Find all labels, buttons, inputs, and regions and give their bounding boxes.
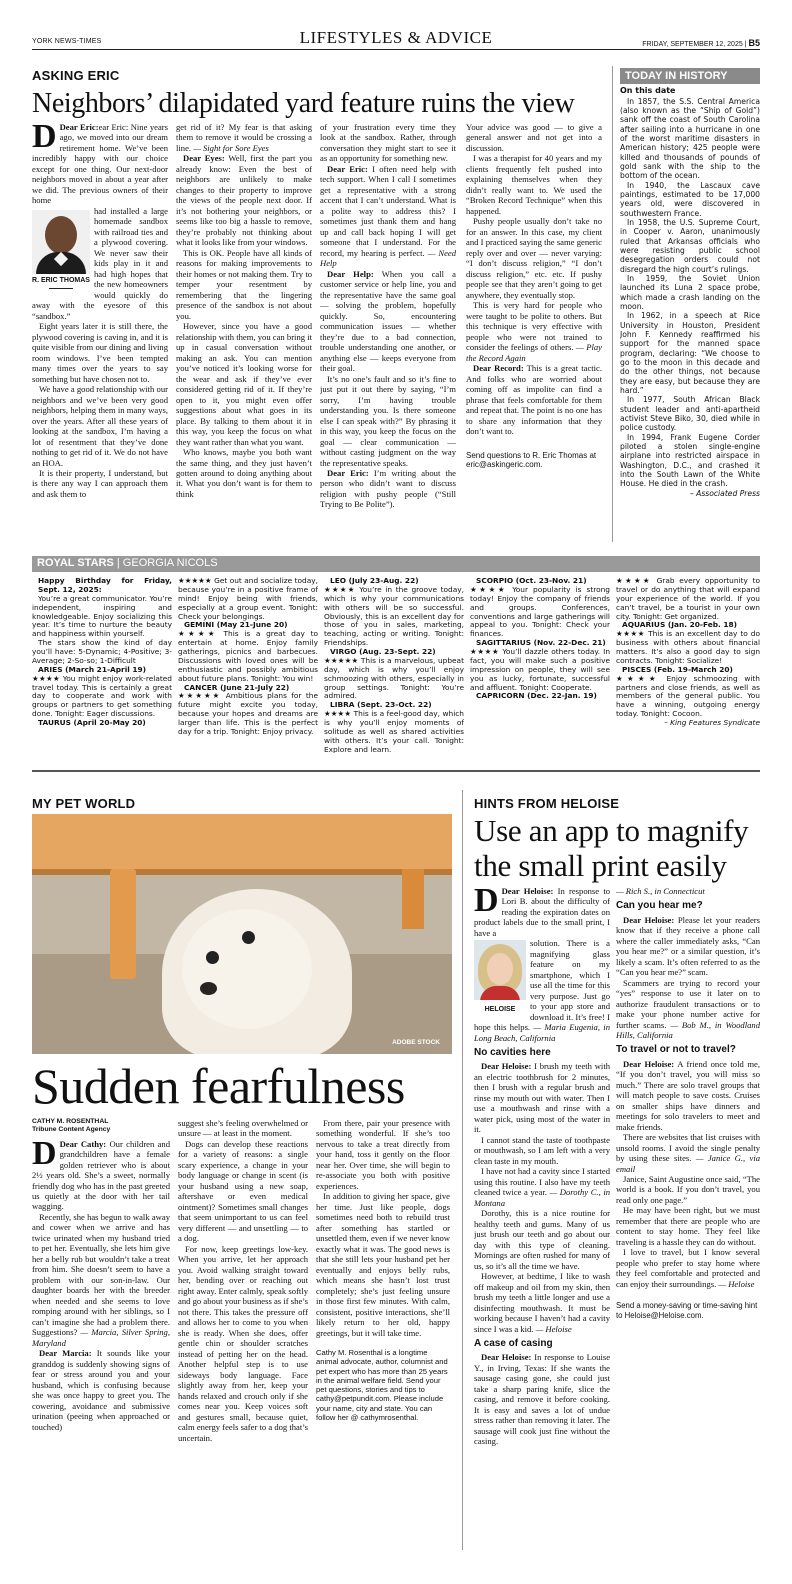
heloise-col2 <box>616 886 760 1550</box>
sign-text: ★★★★★ This is a marvelous, upbeat day, which is why you’ll enjoy schmoozing with others, especially in group settings. Tonight: You’re admired. <box>324 655 464 701</box>
heloise-p8: Please let your readers know that if they receive a phone call where the caller immediately asks, “Can you hear me?” or a similar question, it’s likely a scam. It’s often referred to as the “Can you hear me?” scam. <box>616 914 760 978</box>
history-item: In 1994, Frank Eugene Corder piloted a stolen single-engine airplane into restricted airspace in Washington, D.C., and crashed it into the South Lawn of the White House. He died in the crash. <box>620 432 760 489</box>
sign-name: PISCES (Feb. 19-March 20) <box>622 664 733 674</box>
heloise-p14: I love to travel, but I know several people who prefer to stay home where they feel comfortable and protected and can enjoy their surroundings. <box>616 1247 760 1289</box>
pet-p3: It sounds like your granddog is suddenly showing signs of fear or stress around you and your husband, which is confusing because she was once happy to greet you. The cowering, avoidance and submissive urination (peeing when approached or touched) <box>32 1348 170 1432</box>
eric-col4-p5: This is a great tactic. And folks who are worried about coming off as impolite can find a phrase that feels comfortable for them and repeat that. The point is no one has to share any information that they don’t want to. <box>466 363 602 437</box>
heloise-p7-cont <box>616 886 760 896</box>
eric-photo-block <box>32 210 90 289</box>
heloise-p10: A friend once told me, “If you don’t travel, you will miss so much.” There are solo travel groups that will match people to save costs. Cruises on smaller ships have dinners and meetings for solo travelers to meet and make friends. <box>616 1058 760 1132</box>
stars-intro-text: You’re a great communicator. You’re independent, inspiring and knowledgeable. Enjoy socializing this year. It’s time to nurture the beauty and happiness within yourself. <box>32 593 172 639</box>
history-subhead: On this date <box>620 86 676 95</box>
history-item: In 1977, South African Black student leader and anti-apartheid activist Steve Biko, 30, died while in police custody. <box>620 395 760 433</box>
eric-col3-p1: of your frustration every time they look at the sandbox. Rather, through conversation they might start to see it as an opportunity for something new. <box>320 122 456 164</box>
eric-col2-p2: Well, first the part you already know: Even the best of neighbors are unlikely to make changes to their property to improve the views of the people next door. If it’s not bothering your neighbors, or seems like too big a hassle to remove, they’re probably not thinking about what it looks like from your windows. <box>176 153 312 248</box>
history-body <box>620 86 760 542</box>
eric-lead6: Dear Record: <box>473 363 524 374</box>
eric-col2 <box>176 122 312 562</box>
pet-bio: Cathy M. Rosenthal is a longtime animal advocate, author, columnist and pet expert who has more than 25 years in the animal welfare field. Send your pet questions, stories and tips to cathy@petpundit.com. Please include your name, city and state. You can follow her @ cathymrosenthal. <box>316 1348 448 1422</box>
history-item: In 1857, the S.S. Central America (also known as the “Ship of Gold”) sank off the coast of South Carolina after sailing into a hurricane in one of the worst maritime disasters in American history; 425 people were killed and thousands of pounds of gold sank with the ship to the bottom of the ocean. <box>620 96 760 181</box>
eric-col3-p3: When you call a customer service or help line, you and the representative have the same goal — solving the problem, hopefully quickly. So, encountering communication issues — whether they’re due to a bad connection, trouble understanding one another, or anything else — keeps everyone from their goal. <box>320 268 456 374</box>
sign-text: ★★★★ Grab every opportunity to travel or do anything that will expand your experience of the world. If you can’t travel, be a tourist in your own city. Tonight: Get organized. <box>616 577 760 621</box>
eric-col2-p4: However, since you have a good relationship with them, you can bring it up in casual conversation without making an ask. You can mention you’ve noticed it’s looking worse for the wear and ask if they’ve ever considered getting rid of it. If they’re open to it, you might even offer suggestions about what goes in its place. By talking to them about it in this way, you keep the focus on what they want rather than what you want. <box>176 321 312 447</box>
stars-intro-text2: The stars show the kind of day you’ll have: 5-Dynamic; 4-Positive; 3-Average; 2-So-so; 1-Difficult <box>32 638 172 665</box>
pet-byline: CATHY M. ROSENTHAL <box>32 1118 109 1125</box>
heloise-kicker: HINTS FROM HELOISE <box>474 796 620 811</box>
heloise-sig5: — Bob M., in Woodland Hills, California <box>616 1019 760 1040</box>
history-credit: – Associated Press <box>689 488 760 498</box>
eric-footer: Send questions to R. Eric Thomas at eric@askingeric.com. <box>466 450 597 470</box>
heloise-footer: Send a money-saving or time-saving hint to Heloise@Heloise.com. <box>616 1301 758 1320</box>
stars-bottom-rule <box>32 770 760 772</box>
eric-col1-intro-b: had installed a large homemade sandbox with railroad ties and a plywood covering. We never saw their kids play in it and had high hopes that the new homeowners would quickly do away with the eyesore of this “sandbox.” <box>32 205 168 321</box>
stars-sep: | <box>116 557 123 569</box>
sign-name: ARIES (March 21-April 19) <box>38 664 146 674</box>
header-date: FRIDAY, SEPTEMBER 12, 2025 <box>642 41 743 48</box>
sign-text: ★★★★ Enjoy schmoozing with partners and close friends, as well as members of the general public. You have a winning, outgoing energy today. Tonight: Cocoon. <box>616 673 760 719</box>
eric-col1-intro-a: ear Eric: Nine years ago, we moved into our dream retirement home. We’ve been incredibly happy with our choice except for one thing. Our next-door neighbors moved in about a year after we did. The previous owners of their home <box>32 122 168 206</box>
heloise-sub4: To travel or not to travel? <box>616 1044 736 1056</box>
pet-p7: From there, pair your presence with something wonderful. If she’s too nervous to take a treat directly from your hand, toss it gently on the floor near her. Over time, she will begin to re-associate you both with positive experiences. <box>316 1118 450 1191</box>
heloise-sig3: — Heloise <box>535 1323 572 1334</box>
heloise-p11: There are websites that list cruises with unsold rooms. I avoid the single penalty by using these sites. <box>616 1132 760 1164</box>
stars-intro-title: Happy Birthday for Friday, Sept. 12, 2025: <box>38 577 172 594</box>
sign-text: ★★★★ This is a feel-good day, which is why you’ll enjoy moments of solitude as well as shared activities with others. It’s your call. Tonight: Explore and learn. <box>324 709 464 753</box>
eric-photo <box>32 210 90 274</box>
pet-agency: Tribune Content Agency <box>32 1126 111 1134</box>
stars-header-bar <box>32 556 760 572</box>
sign-name: LIBRA (Sept. 23-Oct. 22) <box>330 700 432 710</box>
eric-col4-p2: I was a therapist for 40 years and my clients frequently felt pushed into explaining themselves when they didn’t really want to. We used the “Broken Record Technique” when this happened. <box>466 153 602 216</box>
stars-col3 <box>324 577 464 753</box>
pet-kicker: MY PET WORLD <box>32 796 136 811</box>
sign-name: CANCER (June 21-July 22) <box>184 682 290 692</box>
history-item: In 1962, in a speech at Rice University in Houston, President John F. Kennedy reaffirmed his support for the manned space program, declaring: “We choose to go to the moon in this decade and do the other things, not because they are easy, but because they are hard.” <box>620 311 760 395</box>
eric-col3 <box>320 122 456 562</box>
history-item: In 1959, the Soviet Union launched its Luna 2 space probe, which made a crash landing on the moon. <box>620 274 760 312</box>
sign-name: GEMINI (May 21-June 20) <box>184 620 288 630</box>
column-divider-bottom <box>462 790 463 1550</box>
heloise-p1b: solution. There is a magnifying glass feature on my smartphone, which I use all the time for this very purpose. Just go to your app store and download it. It’s free! I hope this helps. <box>474 938 610 1033</box>
eric-headline: Neighbors’ dilapidated yard feature ruins the view <box>32 88 575 119</box>
eric-lead1: Dear Eric: <box>59 122 99 132</box>
sign-name: VIRGO (Aug. 23-Sept. 22) <box>330 647 436 656</box>
heloise-p4: I have not had a cavity since I started using this routine. I also have my teeth cleaned twice a year. <box>474 1166 610 1198</box>
sign-text: ★★★★ You’re in the groove today, which is why your communications with others will be so successful. Obviously, this is an excellent day for those of you in sales, marketing, teaching, acting or writing. Tonight: Friendships. <box>324 584 464 648</box>
eric-sig2: — Need Help <box>320 247 456 269</box>
eric-dropcap: D <box>32 122 57 155</box>
sign-text: ★★★★ You’ll dazzle others today. In fact, you will make such a positive impression on people, they will see you as lucky, fortunate, successful and affluent. Tonight: Cooperate. <box>470 647 610 692</box>
heloise-lead2: Dear Heloise: <box>481 1061 532 1072</box>
eric-col3-p5: I’m writing about the person who didn’t want to discuss religion with pushy people (“Still Trying to Be Polite”). <box>320 467 456 510</box>
sign-text: ★★★★ Your popularity is strong today! Enjoy the company of friends and groups. Conferences, conventions and large gatherings will appeal to you. Tonight: Check your finances. <box>470 584 610 639</box>
heloise-sig1: — Maria Eugenia, in Long Beach, California <box>474 1022 610 1043</box>
pet-photo-credit: ADOBE STOCK <box>392 1039 440 1046</box>
heloise-sub2: A case of casing <box>474 1338 553 1350</box>
eric-col4-p1: Your advice was good — to give a general answer and not get into a discussion. <box>466 122 602 153</box>
heloise-photo-block <box>474 940 526 1015</box>
pet-p5: Dogs can develop these reactions for a variety of reasons: a single scary experience, a change in your body language or change in scent (is your husband using a new soap, aftershave or even medical ointment)? Sometimes small changes that seem unimportant to us can feel very different — and unsettling — to a dog. <box>178 1138 308 1244</box>
sign-text: ★★★★ This is a great day to entertain at home. Enjoy family gatherings, picnics and barbecues. Discussions with loved ones will be enthusiastic and possibly ambitious about future plans. Tonight: You win! <box>178 629 318 683</box>
stars-label: ROYAL STARS <box>37 557 114 569</box>
eric-lead4: Dear Help: <box>327 268 374 279</box>
sign-text: ★★★★★ Ambitious plans for the future might excite you today, because your hopes and dreams are larger than life. This is the perfect day for a trip. Tonight: Enjoy privacy. <box>178 691 318 736</box>
stars-author: GEORGIA NICOLS <box>122 557 218 569</box>
heloise-headline: Use an app to magnify the small print easily <box>474 813 749 883</box>
stars-col4 <box>470 577 610 753</box>
pet-p8: In addition to giving her space, give her time. Just like people, dogs sometimes need both to rebuild trust after something has startled or unsettled them, even if we never know exactly what it was. The good news is that she still lets your husband pet her eventually and enjoys belly rubs, which means she hasn’t lost trust completely; she’s just feeling unsure in those first few minutes. With calm, consistent, positive interactions, she’ll likely return to her old, happy greetings, but it will take time. <box>316 1191 450 1338</box>
pet-col3 <box>316 1118 450 1548</box>
masthead-left: YORK NEWS-TIMES <box>32 38 102 45</box>
stars-col1 <box>32 577 172 753</box>
pet-photo <box>32 814 452 1054</box>
stars-col2 <box>178 577 318 753</box>
history-divider <box>612 66 613 542</box>
heloise-col1 <box>474 886 610 1550</box>
eric-lead5: Dear Eric: <box>327 467 369 478</box>
sign-name: SCORPIO (Oct. 23-Nov. 21) <box>476 577 587 585</box>
section-title: LIFESTYLES & ADVICE <box>299 28 493 47</box>
heloise-p2: I brush my teeth with an electric toothbrush for 2 minutes, then I brush with a regular brush and rinse my mouth out with water. Then I use a mouthwash and rinse with a water pick, using most of the water in it. <box>474 1061 610 1135</box>
heloise-sub1: No cavities here <box>474 1047 551 1059</box>
heloise-lead1: Dear Heloise: <box>501 886 554 896</box>
pet-p1: Our children and grandchildren have a female golden retriever who is about 2½ years old. She’s a sweet, normally friendly dog who has in the past greeted us quietly at the door with her tail wagging. <box>32 1138 170 1212</box>
eric-lead3: Dear Eric: <box>327 163 368 174</box>
eric-sig4: — Play the Record Again <box>466 342 602 363</box>
masthead-date <box>642 38 760 48</box>
sign-text: ★★★★★ Get out and socialize today, because you’re in a positive frame of mind! Enjoy being with friends, especially at a group event. Tonight: Check your belongings. <box>178 577 318 621</box>
eric-col3-p2: I often need help with tech support. When I call I sometimes get a representative with a strong accent that I can’t understand. What is a polite way to address this? I sometimes just thank them and hang up and call back hoping I will get someone that I understand. For the record, my hearing is perfect. <box>320 163 456 258</box>
sign-name: SAGITTARIUS (Nov. 22-Dec. 21) <box>476 638 606 648</box>
sign-text: ★★★★ You might enjoy work-related travel today. This is certainly a great day to cooperate and work with groups or partners to get something done. Tonight: Eager discussions. <box>32 673 172 719</box>
heloise-p1a: In response to Lori B. about the difficulty of reading the expiration dates on product labels due to the small print, I have a <box>474 886 610 938</box>
header-divider: | <box>744 41 747 48</box>
page-number: B5 <box>748 38 760 48</box>
heloise-p3: I cannot stand the taste of toothpaste or mouthwash, so I am left with a very clean taste in my mouth. <box>474 1134 610 1166</box>
heloise-sig7: — Heloise <box>718 1278 755 1289</box>
eric-photo-caption: R. ERIC THOMAS <box>32 276 90 284</box>
pet-lead1: Dear Cathy: <box>59 1138 107 1149</box>
heloise-photo-caption: HELOISE <box>484 1006 516 1014</box>
heloise-dropcap: D <box>474 886 499 919</box>
heloise-p12: Janice, Saint Augustine once said, “The world is a book. If you don’t travel, you read only one page.” <box>616 1174 760 1205</box>
heloise-lead4: Dear Heloise: <box>623 914 675 925</box>
stars-col5 <box>616 577 760 753</box>
eric-sig1: — Sight for Sore Eyes <box>193 142 269 153</box>
heloise-photo <box>474 940 526 1000</box>
history-header: TODAY IN HISTORY <box>620 68 760 84</box>
sign-text: ★★★★ This is an excellent day to do business with others about financial matters. It’s also a good day to sign contracts. Tonight: Socialize! <box>616 629 760 665</box>
history-item: In 1940, the Lascaux cave paintings, estimated to be 17,000 years old, were discovered in southwestern France. <box>620 180 760 218</box>
eric-kicker: ASKING ERIC <box>32 68 120 83</box>
heloise-sig4: — Rich S., in Connecticut <box>616 886 705 896</box>
eric-col4-p4: This is very hard for people who were taught to be polite to others. But this technique is very effective with people who were not trained to consider the feelings of others. <box>466 300 602 353</box>
history-item: In 1958, the U.S. Supreme Court, in Cooper v. Aaron, unanimously ruled that Arkansas officials who were resisting public school desegregation orders could not disregard the high court’s rulings. <box>620 218 760 274</box>
pet-col1 <box>32 1118 170 1538</box>
sign-name: LEO (July 23-Aug. 22) <box>330 577 419 585</box>
sign-name: TAURUS (April 20-May 20) <box>38 718 146 727</box>
eric-lead2: Dear Eyes: <box>183 153 225 164</box>
pet-sig1: — Marcia, Silver Spring, Maryland <box>32 1327 170 1348</box>
heloise-lead5: Dear Heloise: <box>623 1058 675 1069</box>
eric-col1-p4: It is their property, I understand, but is there any way I can approach them and ask them to <box>32 467 168 499</box>
eric-col1-p3: We have a good relationship with our neighbors and we’ve been very good neighbors, helping them in many ways, over the years. After all these years of looking at the sandbox, I’m having a lot of resentment that they’ve done nothing to get rid of it. We do not have an HOA. <box>32 384 168 468</box>
pet-p4: suggest she’s feeling overwhelmed or unsure — at least in the moment. <box>178 1118 308 1139</box>
pet-p2: Recently, she has begun to walk away and cower when we arrive and has twice urinated when my husband tried to pet her. Eventually, she lets him give her a belly rub but wouldn’t take a treat from him. She doesn’t seem to have a problem with our son-in-law. Our daughter boards her with the breeder when needed and she seems to love romping around with her siblings, so I can’t imagine she had a problem there. Suggestions? <box>32 1211 170 1338</box>
pet-headline: Sudden fearfulness <box>32 1058 405 1114</box>
heloise-sig6: — Janice G., via email <box>616 1153 760 1174</box>
heloise-sub3: Can you hear me? <box>616 900 703 912</box>
header-rule <box>32 49 760 50</box>
eric-col2-p5: Who knows, maybe you both want the same thing, and they just haven’t gotten around to doing anything about it. What you don’t want is for them to think <box>176 447 312 499</box>
stars-credit: – King Features Syndicate <box>664 718 760 727</box>
heloise-p6: However, at bedtime, I like to wash off makeup and oil from my skin, then brush my teeth a little longer and use a disinfecting mouthwash. It must be working because I haven’t had a cavity since I was a kid. <box>474 1271 610 1334</box>
eric-col2-p3: This is OK. People have all kinds of reasons for making improvements to their homes or not making them. Try to temper your resentment by remembering that the lingering presence of the sandbox is not about you. <box>176 247 312 321</box>
heloise-p13: He may have been right, but we must remember that there are people who are content to stay home. They feel like traveling is a hassle they can do without. <box>616 1205 760 1247</box>
heloise-p7: In response to Louise Y., in Irving, Texas: If she wants the sausage casing gone, she could just take a sharp paring knife, slice the casing, and remove it before cooking. It is easy and saves a lot of undue stress rather than removing it later. The sausage will cook just fine without the casing. <box>474 1352 610 1447</box>
eric-col4 <box>466 122 602 562</box>
eric-col2-p1: get rid of it? My fear is that asking them to remove it would be crossing a line. <box>176 122 312 153</box>
sign-name: CAPRICORN (Dec. 22-Jan. 19) <box>476 691 597 701</box>
heloise-p5: Dorothy, this is a nice routine for healthy teeth and gums. Many of us just brush our teeth and go about our day with this type of cleaning. Mornings are often rushed for many of us, so it’s all the time we have. <box>474 1208 610 1271</box>
eric-col1-p2: Eight years later it is still there, the plywood covering is caving in, and it is quite visible from our dining and living room windows. I’ve been tempted many times over the years to say something but have chosen not to. <box>32 321 168 384</box>
heloise-sig2: — Dorothy C., in Montana <box>474 1187 610 1208</box>
pet-dropcap: D <box>32 1134 57 1172</box>
eric-col4-p3: Pushy people usually don’t take no for an answer. In this case, my client and I practiced saying the same generic reply over and over — never varying: “I don’t discuss religion,” “I don’t discuss religion,” etc. etc. If pushy people see that they aren’t going to get anywhere, they eventually stop. <box>466 216 602 300</box>
pet-col2 <box>178 1118 308 1538</box>
pet-lead2: Dear Marcia: <box>39 1348 92 1359</box>
heloise-lead3: Dear Heloise: <box>481 1352 532 1363</box>
sign-name: AQUARIUS (Jan. 20-Feb. 18) <box>622 620 738 630</box>
eric-col3-p4: It’s no one’s fault and so it’s fine to just put it out there by saying, “I’m sorry, I’m having trouble understanding you. Is there someone else I can speak with?” By phrasing it in this way, you keep the focus on the goal — clear communication — without casting judgment on the way the representative speaks. <box>320 373 456 468</box>
eric-col1 <box>32 122 168 562</box>
pet-p6: For now, keep greetings low-key. When you arrive, let her approach you. Avoid walking straight toward her, bending over or reaching out right away. Enter calmly, speak softly and go about your business as if she’s not there. This takes the pressure off and allows her to come to you when she is ready. When she does, offer gentle chin or shoulder scratches instead of petting her on the head. Another helpful step is to use sideways body language. Face slightly away from her, keep your hands relaxed and crouch only if she comes near you. Keep voices soft and gestures small, because quiet, calm energy feels safer to a dog that’s uncertain. <box>178 1243 308 1443</box>
heloise-p9: Scammers are trying to record your “yes” response to use it later on to authorize fraudulent transactions or to make your phone number active for further scams. <box>616 977 760 1030</box>
